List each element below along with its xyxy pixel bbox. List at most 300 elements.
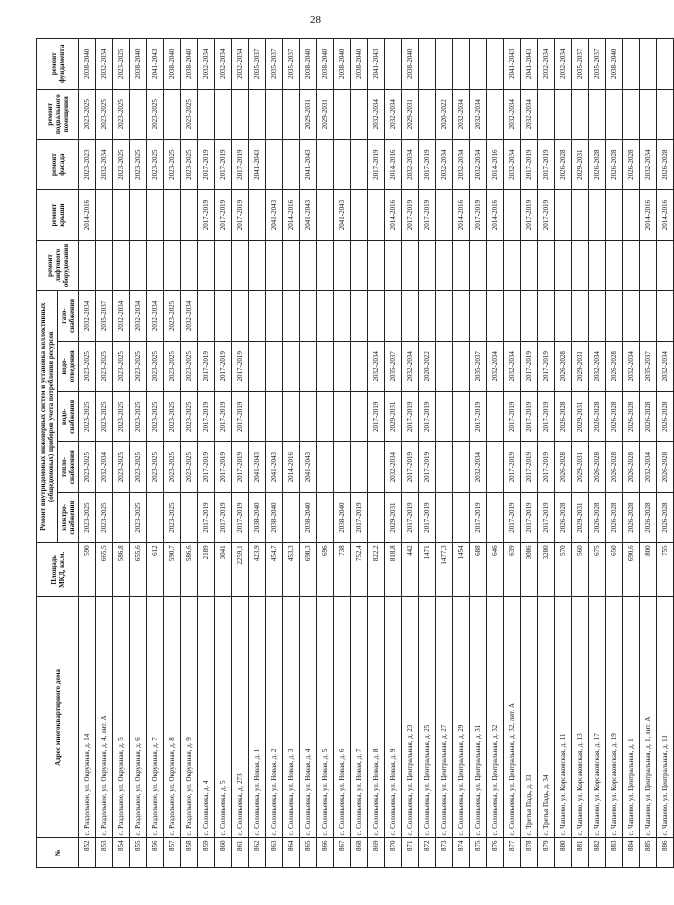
cell-foundation: 2038-2040 [334, 39, 351, 90]
cell-basement: 2029-2031 [300, 89, 317, 139]
cell-heat: 2029-2031 [572, 442, 589, 492]
row-num: 876 [487, 838, 504, 868]
cell-roof [96, 190, 113, 240]
row-area: 453,3 [283, 543, 300, 597]
cell-basement [198, 89, 215, 139]
table-row [470, 39, 487, 868]
row-address: с. Соловьевка, ул. Новая, д. 4 [300, 597, 317, 838]
cell-roof: 2017-2019 [538, 190, 555, 240]
cell-roof: 2014-2016 [640, 190, 657, 240]
cell-heat [487, 442, 504, 492]
cell-water-supply: 2026-2028 [555, 392, 572, 442]
table-row [79, 39, 96, 868]
cell-water-supply: 2023-2025 [147, 392, 164, 442]
cell-foundation [470, 39, 487, 90]
cell-basement [606, 89, 623, 139]
cell-water-supply: 2029-2031 [572, 392, 589, 442]
cell-foundation [419, 39, 436, 90]
cell-heat [334, 442, 351, 492]
row-area: 665,5 [96, 543, 113, 597]
cell-gas: 2035-2037 [96, 291, 113, 341]
cell-facade: 2041-2043 [300, 139, 317, 189]
cell-elevator [419, 240, 436, 290]
cell-water-drain [283, 341, 300, 391]
cell-water-drain: 2032-2034 [657, 341, 674, 391]
cell-water-drain: 2017-2019 [538, 341, 555, 391]
cell-facade [266, 139, 283, 189]
cell-gas: 2032-2034 [113, 291, 130, 341]
cell-basement: 2032-2034 [368, 89, 385, 139]
cell-water-supply [453, 392, 470, 442]
cell-gas [470, 291, 487, 341]
cell-basement: 2032-2034 [521, 89, 538, 139]
cell-water-supply [334, 392, 351, 442]
page-number: 28 [310, 14, 321, 26]
cell-water-drain: 2023-2025 [79, 341, 96, 391]
row-num: 853 [96, 838, 113, 868]
cell-elevator [521, 240, 538, 290]
cell-water-drain: 2029-2031 [572, 341, 589, 391]
cell-water-supply [266, 392, 283, 442]
row-area: 738 [334, 543, 351, 597]
cell-foundation: 2038-2040 [164, 39, 181, 90]
row-address: с. Раздольное, ул. Окружная, д. 7 [147, 597, 164, 838]
cell-basement [657, 89, 674, 139]
cell-roof: 2014-2016 [453, 190, 470, 240]
cell-water-drain: 2032-2034 [504, 341, 521, 391]
cell-basement [130, 89, 147, 139]
header-basement: ремонт подвального помещения [37, 89, 79, 139]
cell-roof [113, 190, 130, 240]
row-address: с. Соловьевка, д. 273 [232, 597, 249, 838]
cell-gas [351, 291, 368, 341]
cell-heat: 2041-2043 [300, 442, 317, 492]
cell-gas: 2032-2034 [181, 291, 198, 341]
cell-elevator [589, 240, 606, 290]
cell-foundation: 2038-2040 [402, 39, 419, 90]
cell-facade: 2014-2016 [385, 139, 402, 189]
cell-facade: 2017-2019 [232, 139, 249, 189]
row-area: 560 [572, 543, 589, 597]
cell-electric: 2026-2028 [606, 492, 623, 542]
cell-water-drain: 2035-2037 [470, 341, 487, 391]
cell-elevator [606, 240, 623, 290]
table-body [79, 39, 674, 868]
cell-water-supply: 2017-2019 [215, 392, 232, 442]
row-address: с. Чапаево, ул. Центральная, д. 11 [657, 597, 674, 838]
cell-foundation: 2035-2037 [266, 39, 283, 90]
cell-water-supply: 2023-2025 [96, 392, 113, 442]
cell-roof: 2041-2043 [266, 190, 283, 240]
row-area: 423,9 [249, 543, 266, 597]
cell-water-drain: 2017-2019 [521, 341, 538, 391]
cell-facade: 2032-2034 [96, 139, 113, 189]
cell-roof [317, 190, 334, 240]
cell-water-supply: 2026-2028 [623, 392, 640, 442]
cell-foundation: 2032-2034 [96, 39, 113, 90]
cell-water-drain: 2026-2028 [555, 341, 572, 391]
row-area: 3086 [521, 543, 538, 597]
table-row [385, 39, 402, 868]
table-row [589, 39, 606, 868]
cell-heat: 2023-2025 [147, 442, 164, 492]
cell-basement [640, 89, 657, 139]
row-num: 884 [623, 838, 640, 868]
cell-gas [300, 291, 317, 341]
cell-facade: 2032-2034 [470, 139, 487, 189]
cell-foundation: 2038-2040 [79, 39, 96, 90]
cell-roof: 2041-2043 [300, 190, 317, 240]
row-address: с. Чапаево, ул. Центральная, д. 1, лит. А [640, 597, 657, 838]
row-address: с. Соловьевка, ул. Новая, д. 7 [351, 597, 368, 838]
cell-heat: 2032-2034 [470, 442, 487, 492]
row-num: 875 [470, 838, 487, 868]
table-row [147, 39, 164, 868]
cell-water-drain: 2017-2019 [215, 341, 232, 391]
cell-electric [181, 492, 198, 542]
row-address: с. Соловьевка, ул. Новая, д. 9 [385, 597, 402, 838]
cell-basement: 2023-2025 [181, 89, 198, 139]
cell-foundation: 2041-2043 [521, 39, 538, 90]
cell-water-drain: 2026-2028 [606, 341, 623, 391]
cell-elevator [351, 240, 368, 290]
row-address: с. Соловьевка, ул. Центральная, д. 31 [470, 597, 487, 838]
cell-water-drain [453, 341, 470, 391]
cell-gas [215, 291, 232, 341]
row-area: 698,3 [300, 543, 317, 597]
row-area: 586,6 [181, 543, 198, 597]
header-address: Адрес многоквартирного дома [37, 597, 79, 838]
cell-water-drain: 2023-2025 [96, 341, 113, 391]
cell-gas [198, 291, 215, 341]
cell-facade: 2032-2034 [436, 139, 453, 189]
cell-facade: 2014-2016 [487, 139, 504, 189]
table-row [606, 39, 623, 868]
cell-foundation: 2038-2040 [300, 39, 317, 90]
cell-gas [589, 291, 606, 341]
cell-roof: 2017-2019 [215, 190, 232, 240]
table-row [538, 39, 555, 868]
row-num: 859 [198, 838, 215, 868]
cell-heat: 2026-2028 [555, 442, 572, 492]
table-row [436, 39, 453, 868]
cell-foundation: 2035-2037 [283, 39, 300, 90]
cell-basement [164, 89, 181, 139]
row-address: с. Соловьевка, ул. Центральная, д. 23 [402, 597, 419, 838]
cell-elevator [368, 240, 385, 290]
cell-water-supply [317, 392, 334, 442]
cell-facade: 2023-2025 [147, 139, 164, 189]
row-num: 873 [436, 838, 453, 868]
cell-elevator [317, 240, 334, 290]
cell-basement: 2029-2031 [402, 89, 419, 139]
cell-foundation: 2032-2034 [215, 39, 232, 90]
table-row [419, 39, 436, 868]
row-address: с. Чапаево, ул. Центральная, д. 1 [623, 597, 640, 838]
header-water-supply: водо-снабжения [58, 392, 79, 442]
cell-water-supply: 2026-2028 [589, 392, 606, 442]
table-header [37, 39, 79, 868]
row-area: 675 [589, 543, 606, 597]
cell-electric: 2026-2028 [640, 492, 657, 542]
cell-basement: 2023-2025 [96, 89, 113, 139]
cell-electric: 2026-2028 [555, 492, 572, 542]
cell-heat: 2026-2028 [606, 442, 623, 492]
cell-facade: 2041-2043 [249, 139, 266, 189]
table-row [334, 39, 351, 868]
row-area: 655,6 [130, 543, 147, 597]
row-address: с. Раздольное, ул. Окружная, д. 8 [164, 597, 181, 838]
cell-elevator [555, 240, 572, 290]
cell-water-supply: 2017-2019 [504, 392, 521, 442]
cell-gas [368, 291, 385, 341]
cell-electric: 2017-2019 [504, 492, 521, 542]
cell-elevator [113, 240, 130, 290]
cell-heat: 2026-2028 [589, 442, 606, 492]
cell-heat: 2023-2025 [113, 442, 130, 492]
cell-electric: 2017-2019 [198, 492, 215, 542]
cell-basement [249, 89, 266, 139]
row-area: 690,6 [623, 543, 640, 597]
table-row [572, 39, 589, 868]
row-address: с. Раздольное, ул. Окружная, д. 5 [113, 597, 130, 838]
cell-heat [368, 442, 385, 492]
cell-electric: 2017-2019 [419, 492, 436, 542]
row-num: 868 [351, 838, 368, 868]
cell-water-supply: 2017-2019 [419, 392, 436, 442]
row-area: 755 [657, 543, 674, 597]
row-area: 688 [470, 543, 487, 597]
table-row [130, 39, 147, 868]
cell-electric: 2038-2040 [334, 492, 351, 542]
cell-roof: 2017-2019 [521, 190, 538, 240]
cell-roof: 2041-2043 [334, 190, 351, 240]
cell-gas [623, 291, 640, 341]
cell-basement [266, 89, 283, 139]
row-area: 2189 [198, 543, 215, 597]
cell-elevator [266, 240, 283, 290]
cell-gas [419, 291, 436, 341]
cell-roof [249, 190, 266, 240]
cell-foundation: 2038-2040 [181, 39, 198, 90]
cell-basement: 2023-2025 [113, 89, 130, 139]
table-row [164, 39, 181, 868]
cell-foundation: 2038-2040 [317, 39, 334, 90]
row-num: 862 [249, 838, 266, 868]
cell-roof [351, 190, 368, 240]
cell-elevator [436, 240, 453, 290]
cell-electric: 2023-2025 [164, 492, 181, 542]
header-num: № [37, 838, 79, 868]
cell-water-drain [334, 341, 351, 391]
cell-heat: 2023-2025 [181, 442, 198, 492]
table-row [453, 39, 470, 868]
row-num: 865 [300, 838, 317, 868]
cell-water-supply: 2026-2028 [640, 392, 657, 442]
cell-gas [555, 291, 572, 341]
cell-water-drain: 2032-2034 [402, 341, 419, 391]
cell-electric [113, 492, 130, 542]
cell-water-drain: 2017-2019 [232, 341, 249, 391]
cell-gas [402, 291, 419, 341]
cell-facade: 2017-2019 [215, 139, 232, 189]
table-row [181, 39, 198, 868]
row-num: 886 [657, 838, 674, 868]
cell-facade: 2017-2019 [419, 139, 436, 189]
cell-electric [453, 492, 470, 542]
cell-water-supply: 2017-2019 [232, 392, 249, 442]
table-row [317, 39, 334, 868]
cell-elevator [487, 240, 504, 290]
cell-water-drain [266, 341, 283, 391]
cell-heat: 2014-2016 [283, 442, 300, 492]
cell-electric [487, 492, 504, 542]
table-row [215, 39, 232, 868]
row-area: 442 [402, 543, 419, 597]
cell-basement [555, 89, 572, 139]
cell-gas [436, 291, 453, 341]
row-address: с. Соловьевка, ул. Новая, д. 6 [334, 597, 351, 838]
row-area: 590,7 [164, 543, 181, 597]
table-row [113, 39, 130, 868]
cell-electric: 2017-2019 [232, 492, 249, 542]
cell-basement: 2029-2031 [317, 89, 334, 139]
cell-basement: 2032-2034 [453, 89, 470, 139]
row-num: 870 [385, 838, 402, 868]
row-num: 877 [504, 838, 521, 868]
cell-gas [385, 291, 402, 341]
cell-roof: 2014-2016 [385, 190, 402, 240]
cell-water-supply [249, 392, 266, 442]
row-num: 874 [453, 838, 470, 868]
cell-water-drain [300, 341, 317, 391]
cell-water-drain: 2035-2037 [385, 341, 402, 391]
cell-water-drain: 2023-2025 [181, 341, 198, 391]
cell-facade: 2023-2025 [113, 139, 130, 189]
cell-gas [334, 291, 351, 341]
cell-basement [538, 89, 555, 139]
cell-basement [572, 89, 589, 139]
table-row [249, 39, 266, 868]
row-area: 586,8 [113, 543, 130, 597]
row-area: 696 [317, 543, 334, 597]
cell-roof [504, 190, 521, 240]
cell-heat: 2023-2025 [79, 442, 96, 492]
cell-heat: 2017-2019 [419, 442, 436, 492]
cell-roof [164, 190, 181, 240]
cell-roof [555, 190, 572, 240]
cell-roof [606, 190, 623, 240]
row-num: 858 [181, 838, 198, 868]
row-area: 646 [487, 543, 504, 597]
cell-elevator [198, 240, 215, 290]
cell-foundation: 2032-2034 [198, 39, 215, 90]
cell-facade: 2026-2028 [606, 139, 623, 189]
cell-water-supply: 2017-2019 [521, 392, 538, 442]
cell-electric [317, 492, 334, 542]
header-gas: газо-снабжения [58, 291, 79, 341]
cell-gas [249, 291, 266, 341]
cell-water-supply: 2023-2025 [113, 392, 130, 442]
row-address: с. Чапаево, ул. Корсаковская, д. 17 [589, 597, 606, 838]
cell-water-supply: 2023-2025 [164, 392, 181, 442]
cell-water-drain [436, 341, 453, 391]
row-num: 861 [232, 838, 249, 868]
cell-elevator [164, 240, 181, 290]
cell-elevator [657, 240, 674, 290]
cell-electric: 2029-2031 [385, 492, 402, 542]
header-roof: ремонт крыши [37, 190, 79, 240]
row-address: с. Раздольное, ул. Окружная, д. 4, лит. А [96, 597, 113, 838]
row-address: с. Раздольное, ул. Окружная, д. 9 [181, 597, 198, 838]
row-num: 852 [79, 838, 96, 868]
cell-foundation: 2038-2040 [351, 39, 368, 90]
cell-facade [317, 139, 334, 189]
row-area: 822,2 [368, 543, 385, 597]
cell-heat: 2026-2028 [623, 442, 640, 492]
row-num: 854 [113, 838, 130, 868]
cell-water-supply [487, 392, 504, 442]
row-area: 612 [147, 543, 164, 597]
table-row [283, 39, 300, 868]
table-row [368, 39, 385, 868]
cell-electric: 2023-2025 [130, 492, 147, 542]
cell-basement [351, 89, 368, 139]
row-address: с. Третья Падь, д. 34 [538, 597, 555, 838]
cell-water-supply: 2026-2028 [606, 392, 623, 442]
cell-gas [453, 291, 470, 341]
cell-facade [351, 139, 368, 189]
cell-roof: 2014-2016 [487, 190, 504, 240]
row-area: 752,4 [351, 543, 368, 597]
row-area: 3041 [215, 543, 232, 597]
repair-schedule-table [36, 38, 674, 868]
cell-heat: 2017-2019 [232, 442, 249, 492]
cell-facade: 2032-2034 [640, 139, 657, 189]
cell-foundation [640, 39, 657, 90]
row-address: с. Соловьевка, ул. Центральная, д. 25 [419, 597, 436, 838]
cell-electric: 2026-2028 [589, 492, 606, 542]
cell-gas [606, 291, 623, 341]
table-row [198, 39, 215, 868]
row-num: 863 [266, 838, 283, 868]
cell-electric: 2017-2019 [521, 492, 538, 542]
cell-water-supply: 2023-2025 [130, 392, 147, 442]
cell-electric: 2017-2019 [402, 492, 419, 542]
cell-foundation: 2041-2043 [504, 39, 521, 90]
cell-basement [215, 89, 232, 139]
row-area: 650 [606, 543, 623, 597]
cell-heat: 2017-2019 [504, 442, 521, 492]
table-row [402, 39, 419, 868]
cell-roof [181, 190, 198, 240]
cell-gas [521, 291, 538, 341]
row-num: 885 [640, 838, 657, 868]
cell-basement: 2020-2022 [436, 89, 453, 139]
row-address: с. Чапаево, ул. Корсаковская, д. 13 [572, 597, 589, 838]
cell-elevator [402, 240, 419, 290]
cell-gas: 2023-2025 [164, 291, 181, 341]
cell-water-drain [351, 341, 368, 391]
row-address: с. Соловьевка, ул. Центральная, д. 27 [436, 597, 453, 838]
cell-roof [589, 190, 606, 240]
row-area: 639 [504, 543, 521, 597]
cell-elevator [215, 240, 232, 290]
cell-facade: 2023-2023 [79, 139, 96, 189]
row-address: с. Соловьевка, ул. Новая, д. 8 [368, 597, 385, 838]
table-row [266, 39, 283, 868]
cell-heat: 2041-2043 [249, 442, 266, 492]
